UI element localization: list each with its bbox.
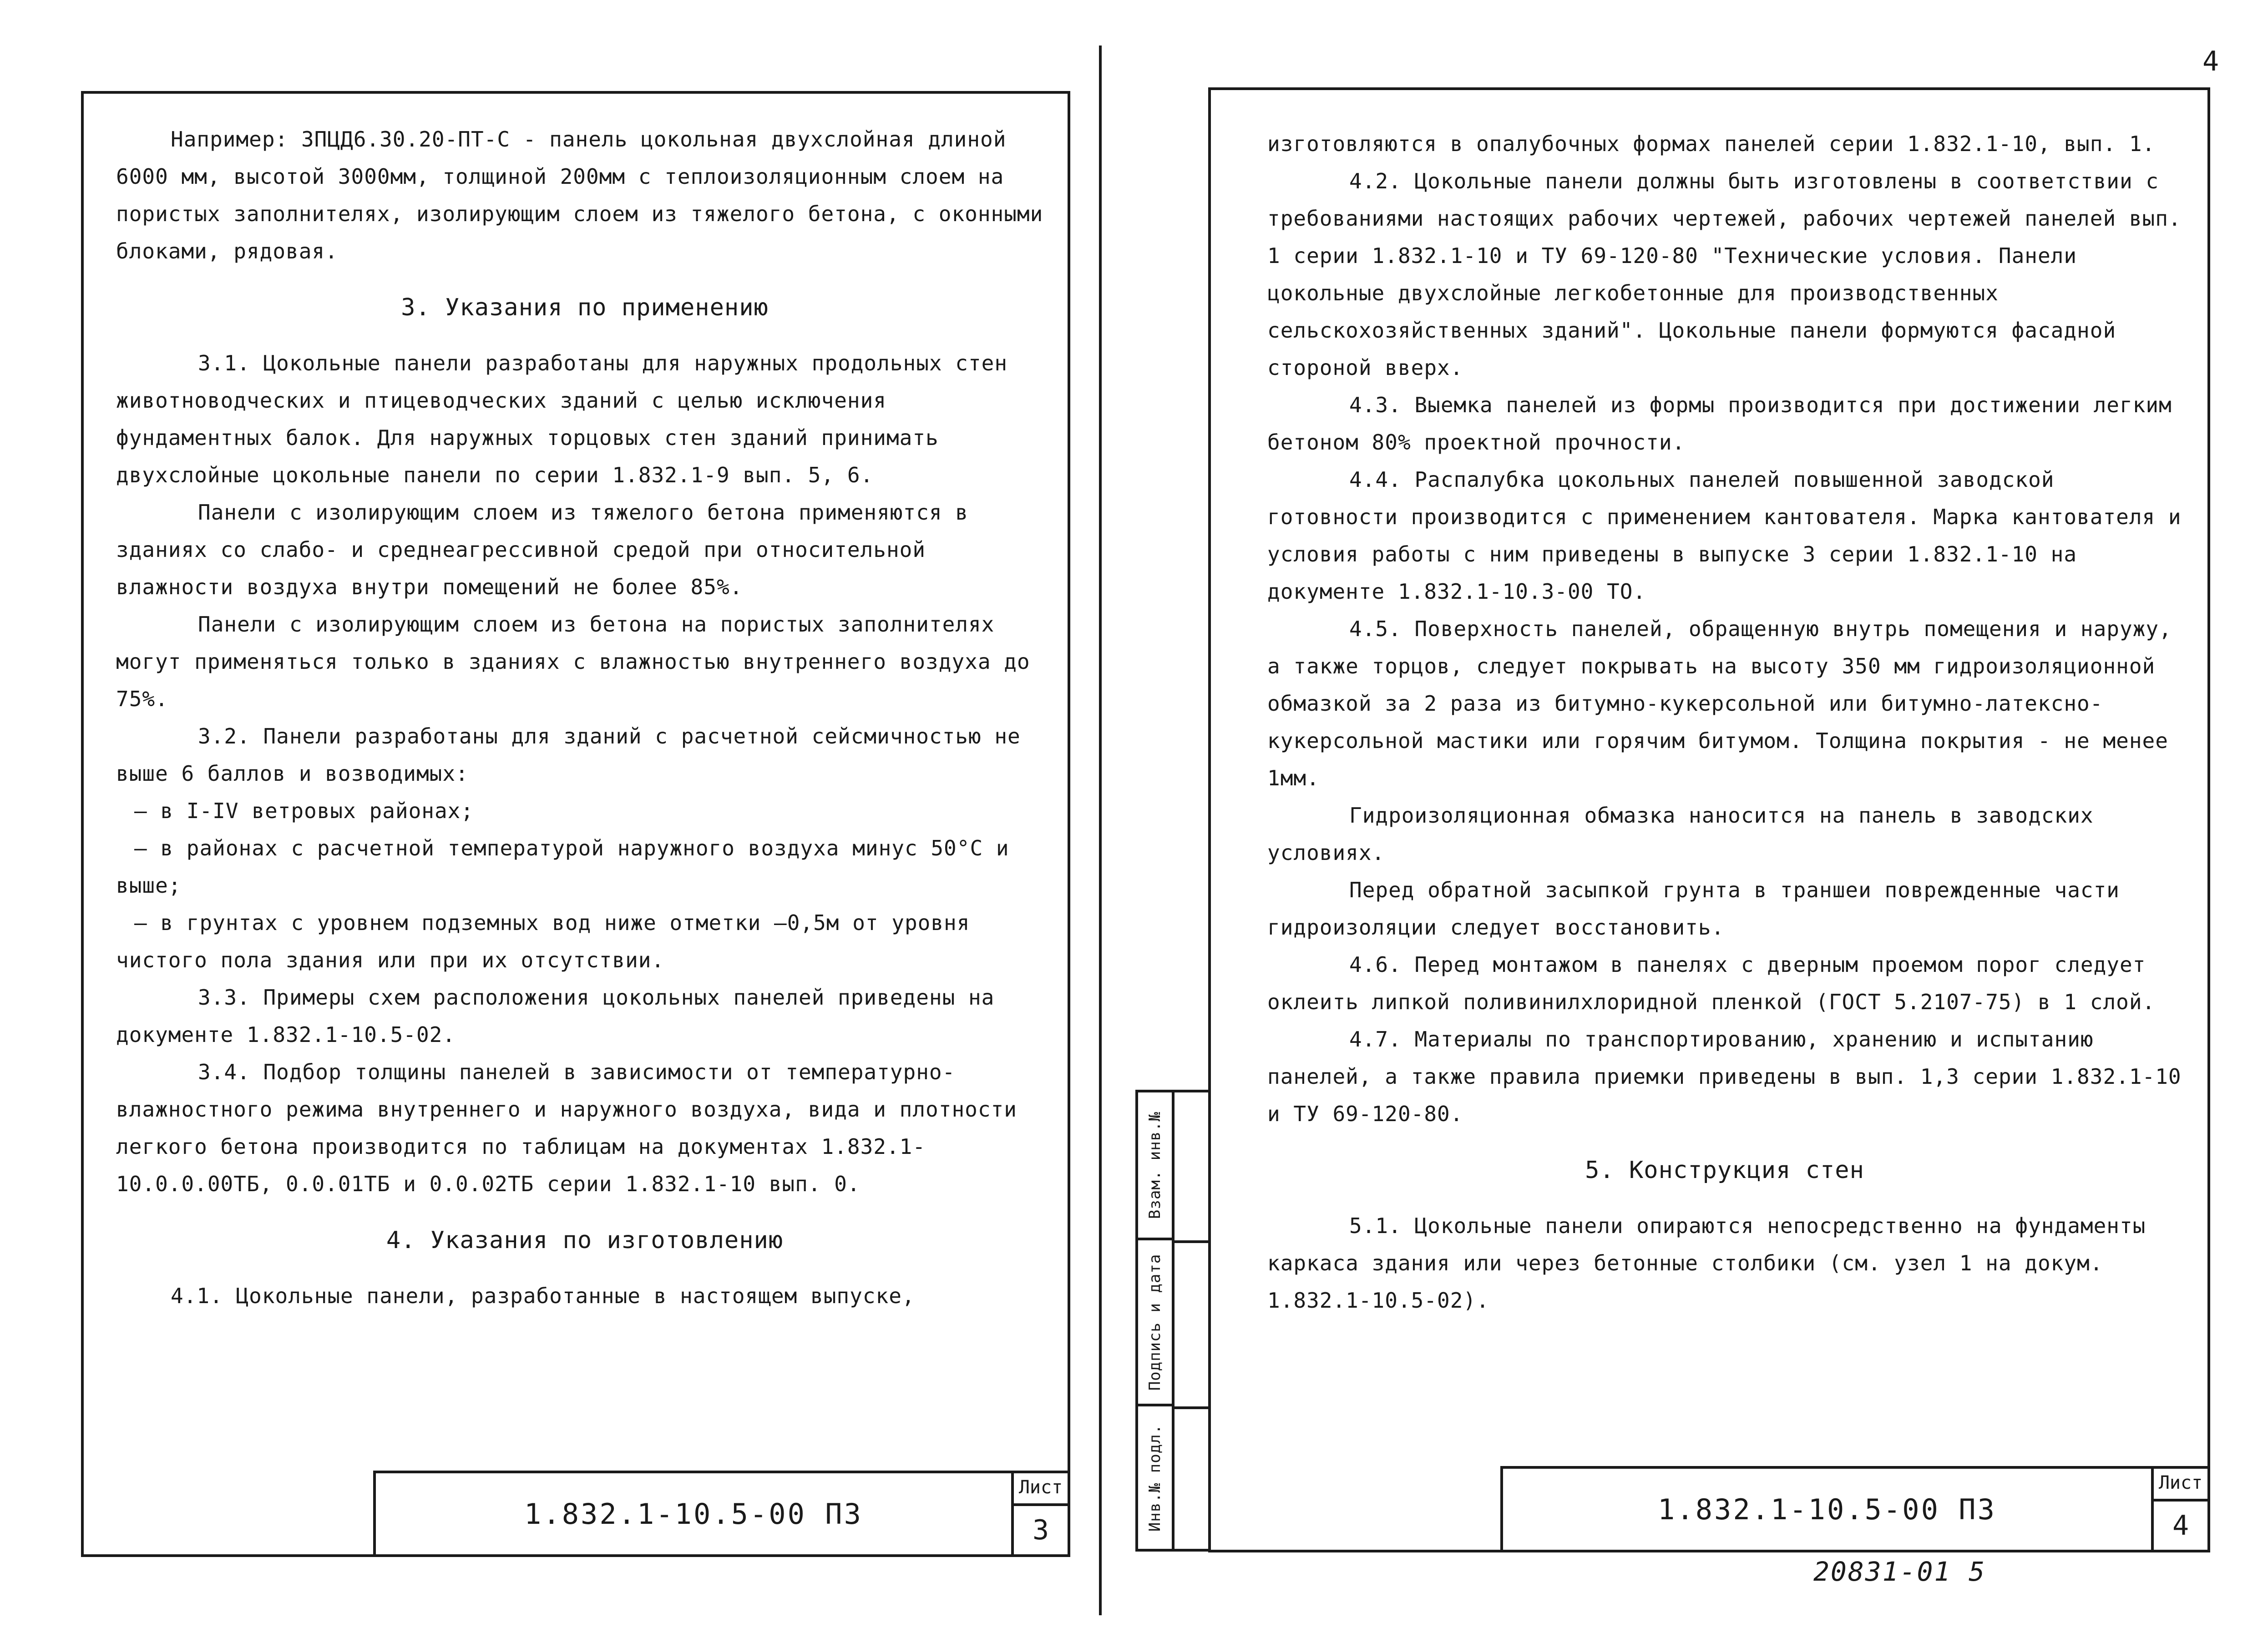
section-heading: 4. Указания по изготовлению xyxy=(386,1227,784,1254)
paragraph: 4.7. Материалы по транспортированию, хранению и испытанию панелей, а также правила приемки приведены в вып. 1,3 серии 1.832.1-10 и ТУ 69-120-80. xyxy=(1267,1027,2182,1126)
paragraph: Например: 3ПЦД6.30.20-ПТ-С - панель цокольная двухслойная длиной 6000 мм, высотой 3000мм, толщиной 200мм с теплоизоляционным слоем на пористых заполнителях, изолирующим слоем из тяжелого бетона, с оконными блоками, рядовая. xyxy=(116,127,1043,263)
paragraph: – в районах с расчетной температурой наружного воздуха минус 50°С и выше; xyxy=(116,836,1009,898)
paragraph: 4.6. Перед монтажом в панелях с дверным проемом порог следует оклеить липкой поливинилхлоридной пленкой (ГОСТ 5.2107-75) в 1 слой. xyxy=(1267,952,2156,1014)
stamp-divider xyxy=(1174,1406,1208,1409)
stamp-cell-replacement xyxy=(1138,1092,1172,1240)
sheet-box xyxy=(1011,1473,1068,1554)
archive-code: 20831-01 5 xyxy=(1813,1556,1986,1587)
paragraph: 4.3. Выемка панелей из формы производится при достижении легким бетоном 80% проектной прочности. xyxy=(1267,393,2172,455)
paragraph: изготовляются в опалубочных формах панелей серии 1.832.1-10, вып. 1. xyxy=(1267,131,2156,156)
right-sheet-text xyxy=(1267,125,2182,1319)
sheet-number: 3 xyxy=(1032,1514,1049,1546)
paragraph: – в I-IV ветровых районах; xyxy=(134,799,474,823)
paragraph: – в грунтах с уровнем подземных вод ниже отметки –0,5м от уровня чистого пола здания или при их отсутствии. xyxy=(116,910,970,972)
sheet-box xyxy=(2151,1469,2207,1550)
stamp-cell-signature xyxy=(1138,1240,1172,1406)
left-title-block xyxy=(373,1471,1070,1557)
side-stamp xyxy=(1135,1090,1208,1552)
paragraph: 4.5. Поверхность панелей, обращенную внутрь помещения и наружу, а также торцов, следует покрывать на высоту 350 мм гидроизоляционной обмазкой за 2 раза из битумно-кукерсольной или битумно-латексно-кукерсольной мастики или горячим битумом. Толщина покрытия - не менее 1мм. xyxy=(1267,617,2172,790)
section-heading: 3. Указания по применению xyxy=(401,294,769,321)
stamp-label-column xyxy=(1138,1092,1174,1549)
sheet-number: 4 xyxy=(2172,1510,2189,1542)
stamp-cell-original xyxy=(1138,1406,1172,1549)
paragraph: Панели с изолирующим слоем из тяжелого бетона применяются в зданиях со слабо- и среднеагрессивной средой при относительной влажности воздуха внутри помещений не более 85%. xyxy=(116,500,968,599)
paragraph: Гидроизоляционная обмазка наносится на панель в заводских условиях. xyxy=(1267,803,2094,865)
stamp-divider xyxy=(1174,1240,1208,1243)
paragraph: 4.2. Цокольные панели должны быть изготовлены в соответствии с требованиями настоящих рабочих чертежей, рабочих чертежей панелей вып. 1 серии 1.832.1-10 и ТУ 69-120-80 "Технические условия. Панели цокольные двухслойные легкобетонные для производственных сельскохозяйственных зданий". Цокольные панели формуются фасадной стороной вверх. xyxy=(1267,169,2182,380)
document-code: 1.832.1-10.5-00 ПЗ xyxy=(1658,1492,1996,1526)
paragraph: 5.1. Цокольные панели опираются непосредственно на фундаменты каркаса здания или через бетонные столбики (см. узел 1 на докум. 1.832.1-10.5-02). xyxy=(1267,1213,2146,1313)
sheet-label: Лист xyxy=(2154,1469,2207,1502)
document-code: 1.832.1-10.5-00 ПЗ xyxy=(524,1497,863,1531)
paragraph: Панели с изолирующим слоем из бетона на пористых заполнителях могут применяться только в зданиях с влажностью внутреннего воздуха до 75%. xyxy=(116,612,1030,711)
paragraph: 3.3. Примеры схем расположения цокольных панелей приведены на документе 1.832.1-10.5-02. xyxy=(116,985,995,1047)
paragraph: 4.1. Цокольные панели, разработанные в настоящем выпуске, xyxy=(171,1284,915,1308)
stamp-label-inv-original: Инв.№ подл. xyxy=(1146,1424,1164,1532)
page-divider xyxy=(1099,46,1102,1615)
paragraph: Перед обратной засыпкой грунта в траншеи поврежденные части гидроизоляции следует восстановить. xyxy=(1267,878,2120,940)
stamp-label-signature-date: Подпись и дата xyxy=(1146,1254,1164,1390)
right-title-block xyxy=(1500,1466,2210,1552)
paragraph: 3.2. Панели разработаны для зданий с расчетной сейсмичностью не выше 6 баллов и возводимых: xyxy=(116,724,1021,786)
sheet-label: Лист xyxy=(1014,1473,1068,1506)
paragraph: 3.4. Подбор толщины панелей в зависимости от температурно-влажностного режима внутреннего и наружного воздуха, вида и плотности легкого бетона производится по таблицам на документах 1.832.1-10.0.0.00ТБ, 0.0.01ТБ и 0.0.02ТБ серии 1.832.1-10 вып. 0. xyxy=(116,1060,1017,1196)
section-heading: 5. Конструкция стен xyxy=(1585,1157,1864,1184)
paragraph: 4.4. Распалубка цокольных панелей повышенной заводской готовности производится с применением кантователя. Марка кантователя и условия работы с ним приведены в выпуске 3 серии 1.832.1-10 на документе 1.832.1-10.3-00 ТО. xyxy=(1267,467,2182,604)
page-corner-number: 4 xyxy=(2202,46,2219,77)
left-sheet-text xyxy=(116,121,1053,1315)
paragraph: 3.1. Цокольные панели разработаны для наружных продольных стен животноводческих и птицеводческих зданий с целью исключения фундаментных балок. Для наружных торцовых стен зданий принимать двухслойные цокольные панели по серии 1.832.1-9 вып. 5, 6. xyxy=(116,351,1008,487)
stamp-label-replacement-inv: Взам. инв.№ xyxy=(1146,1111,1164,1219)
